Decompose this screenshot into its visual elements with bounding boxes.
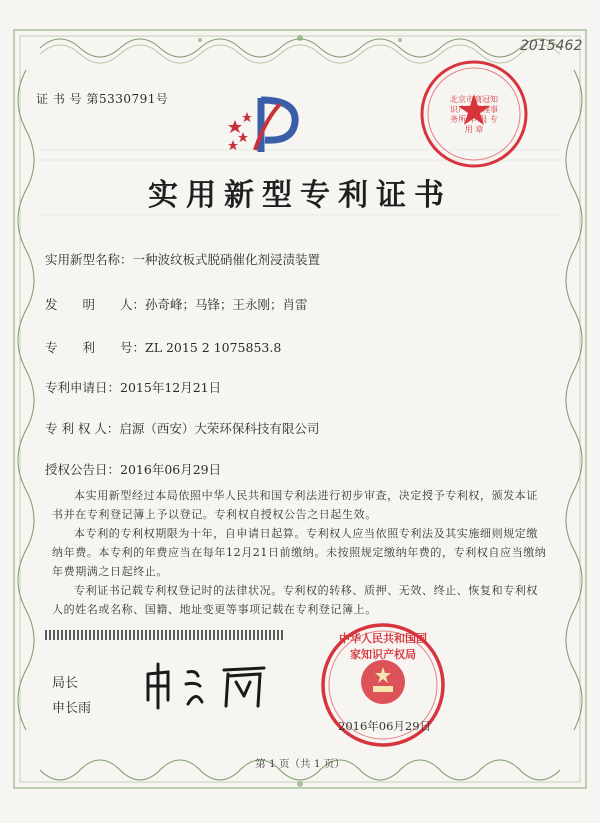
barcode-bar: [217, 630, 219, 640]
barcode-bar: [209, 630, 211, 640]
national-seal-text: 中华人民共和国国家知识产权局: [339, 632, 427, 661]
field-grant-date: [45, 460, 221, 478]
barcode-bar: [69, 630, 71, 640]
field-value: 启源（西安）大荣环保科技有限公司: [119, 421, 320, 436]
certificate-number: 证 书 号 第5330791号: [36, 92, 169, 106]
barcode-bar: [237, 630, 239, 640]
field-value: 2015年12月21日: [120, 380, 222, 395]
field-patent-number: [45, 338, 281, 356]
barcode-bar: [93, 630, 95, 640]
barcode-bar: [277, 630, 279, 640]
barcode-bar: [121, 630, 123, 640]
barcode-bar: [185, 630, 187, 640]
barcode-bar: [177, 630, 179, 640]
barcode-bar: [53, 630, 55, 640]
barcode-bar: [65, 630, 67, 640]
barcode-bar: [253, 630, 255, 640]
sipo-logo-icon: [225, 90, 305, 160]
field-inventors: [45, 295, 308, 313]
barcode-bar: [201, 630, 203, 640]
barcode-bar: [169, 630, 171, 640]
field-label: 专 利 权 人：: [45, 421, 120, 436]
barcode-bar: [89, 630, 91, 640]
field-label: 授权公告日：: [45, 462, 121, 477]
barcode-bar: [85, 630, 87, 640]
field-application-date: [45, 378, 221, 396]
barcode-bar: [281, 630, 283, 640]
field-label: 专 利 号：: [45, 340, 146, 355]
barcode-bar: [73, 630, 75, 640]
barcode-bar: [245, 630, 247, 640]
barcode-bar: [137, 630, 139, 640]
certificate-title: 实用新型专利证书: [148, 178, 452, 213]
barcode-bar: [101, 630, 103, 640]
field-value: ZL 2015 2 1075853.8: [145, 340, 282, 355]
field-value: 2016年06月29日: [120, 462, 222, 477]
barcode-bar: [49, 630, 51, 640]
barcode-bar: [225, 630, 227, 640]
barcode-bar: [189, 630, 191, 640]
field-patentee: [45, 419, 319, 437]
barcode-bar: [141, 630, 143, 640]
barcode-bar: [57, 630, 59, 640]
barcode-bar: [181, 630, 183, 640]
barcode-bar: [105, 630, 107, 640]
barcode-bar: [161, 630, 163, 640]
field-label: 实用新型名称：: [45, 252, 133, 267]
signature-role: 局长: [52, 676, 79, 691]
agency-stamp-text: 北京市商冠知识产权代理事务所 申 报 专 用 章: [450, 95, 498, 134]
barcode-bar: [153, 630, 155, 640]
barcode-bar: [261, 630, 263, 640]
barcode-bar: [193, 630, 195, 640]
barcode-bar: [197, 630, 199, 640]
barcode-bar: [149, 630, 151, 640]
barcode-bar: [269, 630, 271, 640]
field-value: 孙奇峰；马锋；王永刚；肖雷: [145, 297, 308, 312]
barcode-bar: [145, 630, 147, 640]
barcode-bar: [229, 630, 231, 640]
barcode-bar: [205, 630, 207, 640]
barcode-bar: [129, 630, 131, 640]
signature-name: 申长雨: [52, 701, 92, 716]
barcode-strip: [45, 630, 290, 640]
barcode-bar: [265, 630, 267, 640]
page-number: 第 1 页（共 1 页）: [255, 758, 345, 770]
barcode-bar: [109, 630, 111, 640]
field-label: 发 明 人：: [45, 297, 146, 312]
paragraph-legal-status: 专利证书记载专利权登记时的法律状况。专利权的转移、质押、无效、终止、恢复和专利权人的姓名或名称、国籍、地址变更等事项记载在专利登记簿上。: [52, 584, 538, 616]
barcode-bar: [221, 630, 223, 640]
barcode-bar: [133, 630, 135, 640]
barcode-bar: [77, 630, 79, 640]
barcode-bar: [157, 630, 159, 640]
barcode-bar: [61, 630, 63, 640]
handwritten-annotation: 2015462: [520, 38, 583, 54]
barcode-bar: [97, 630, 99, 640]
barcode-bar: [273, 630, 275, 640]
barcode-bar: [117, 630, 119, 640]
barcode-bar: [213, 630, 215, 640]
barcode-bar: [173, 630, 175, 640]
field-utility-name: [45, 250, 320, 268]
barcode-bar: [257, 630, 259, 640]
barcode-bar: [113, 630, 115, 640]
barcode-bar: [81, 630, 83, 640]
field-value: 一种波纹板式脱硝催化剂浸渍装置: [132, 252, 321, 267]
barcode-bar: [125, 630, 127, 640]
barcode-bar: [233, 630, 235, 640]
paragraph-term: 本专利的专利权期限为十年，自申请日起算。专利权人应当依照专利法及其实施细则规定缴纳年费。本专利的年费应当在每年12月21日前缴纳。未按照规定缴纳年费的，专利权自应当缴纳年费期满之日起终止。: [52, 527, 547, 578]
barcode-bar: [165, 630, 167, 640]
barcode-bar: [241, 630, 243, 640]
paragraph-grant-statement: 本实用新型经过本局依照中华人民共和国专利法进行初步审查，决定授予专利权，颁发本证书并在专利登记簿上予以登记。专利权自授权公告之日起生效。: [52, 489, 538, 521]
barcode-bar: [249, 630, 251, 640]
seal-date: 2016年06月29日: [338, 719, 432, 733]
barcode-bar: [45, 630, 47, 640]
handwritten-signature-icon: [140, 660, 280, 710]
field-label: 专利申请日：: [45, 380, 121, 395]
